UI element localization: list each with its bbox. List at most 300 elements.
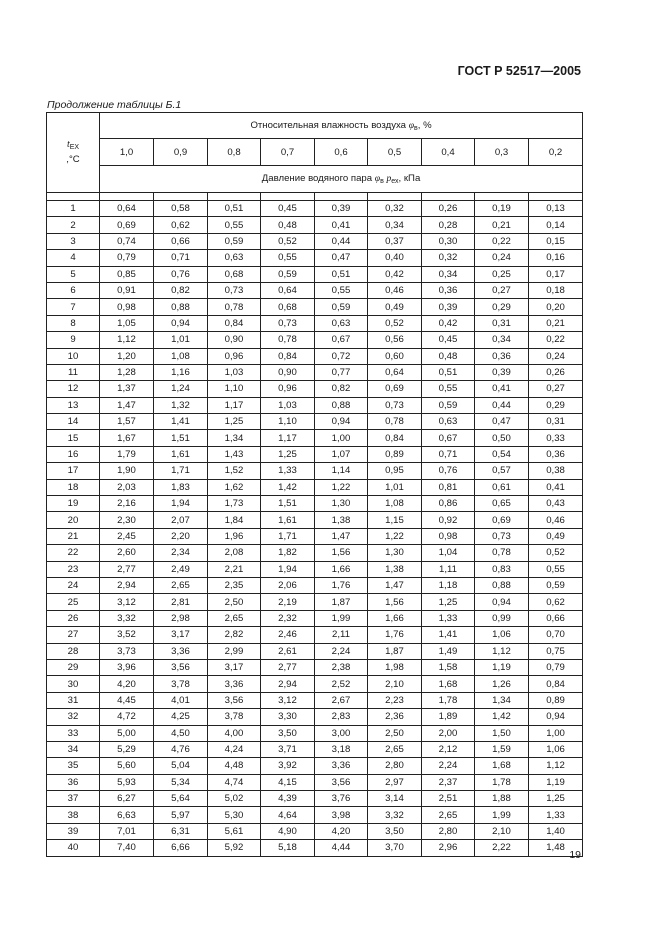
pressure-value-cell: 3,52 (100, 627, 154, 643)
pressure-value-cell: 0,45 (422, 332, 475, 348)
pressure-value-cell: 0,86 (422, 496, 475, 512)
pressure-value-cell: 5,93 (100, 774, 154, 790)
pressure-value-cell: 3,56 (315, 774, 368, 790)
humidity-title: Относительная влажность воздуха (250, 119, 407, 131)
pressure-value-cell: 0,28 (422, 217, 475, 233)
table-row (47, 266, 583, 282)
pressure-value-cell: 1,12 (529, 758, 583, 774)
pressure-value-cell: 1,84 (208, 512, 261, 528)
pressure-value-cell: 0,89 (368, 446, 422, 462)
pressure-value-cell: 5,61 (208, 823, 261, 839)
pressure-value-cell: 6,27 (100, 791, 154, 807)
pressure-value-cell: 0,13 (529, 201, 583, 217)
pressure-value-cell: 0,84 (368, 430, 422, 446)
pressure-value-cell: 0,73 (475, 528, 529, 544)
pressure-value-cell: 1,90 (100, 463, 154, 479)
pressure-value-cell: 3,36 (315, 758, 368, 774)
table-row (47, 233, 583, 249)
pressure-value-cell: 1,24 (154, 381, 208, 397)
pressure-value-cell: 1,43 (208, 446, 261, 462)
pressure-value-cell: 1,38 (368, 561, 422, 577)
pressure-value-cell: 3,50 (368, 823, 422, 839)
humidity-unit: , % (417, 119, 432, 131)
temperature-cell: 1 (47, 201, 100, 217)
pressure-value-cell: 1,10 (261, 414, 315, 430)
temperature-cell: 7 (47, 299, 100, 315)
pressure-value-cell: 5,29 (100, 741, 154, 757)
pressure-value-cell: 0,62 (529, 594, 583, 610)
pressure-value-cell: 0,51 (422, 364, 475, 380)
pressure-value-cell: 0,43 (529, 496, 583, 512)
pressure-value-cell: 1,73 (208, 496, 261, 512)
pressure-value-cell: 0,85 (100, 266, 154, 282)
pressure-value-cell: 1,25 (261, 446, 315, 462)
table-row (47, 364, 583, 380)
pressure-value-cell: 0,70 (529, 627, 583, 643)
pressure-value-cell: 2,36 (368, 709, 422, 725)
pressure-value-cell: 0,78 (208, 299, 261, 315)
temperature-subscript: ЕХ (69, 144, 80, 151)
pressure-value-cell: 0,88 (475, 577, 529, 593)
pressure-value-cell: 3,56 (208, 692, 261, 708)
pressure-value-cell: 1,40 (529, 823, 583, 839)
temperature-cell: 15 (47, 430, 100, 446)
pressure-value-cell: 1,66 (315, 561, 368, 577)
humidity-level-header: 0,3 (475, 139, 529, 166)
pressure-value-cell: 1,22 (368, 528, 422, 544)
pressure-value-cell: 2,12 (422, 741, 475, 757)
pressure-value-cell: 2,81 (154, 594, 208, 610)
temperature-cell: 25 (47, 594, 100, 610)
pressure-value-cell: 4,45 (100, 692, 154, 708)
temperature-cell: 34 (47, 741, 100, 757)
pressure-value-cell: 0,26 (422, 201, 475, 217)
pressure-value-cell: 2,98 (154, 610, 208, 626)
pressure-value-cell: 0,81 (422, 479, 475, 495)
humidity-pressure-table (46, 112, 583, 857)
pressure-value-cell: 3,70 (368, 840, 422, 856)
pressure-value-cell: 1,15 (368, 512, 422, 528)
pressure-value-cell: 4,00 (208, 725, 261, 741)
pressure-value-cell: 0,34 (422, 266, 475, 282)
pressure-value-cell: 3,78 (208, 709, 261, 725)
pressure-value-cell: 0,19 (475, 201, 529, 217)
pressure-value-cell: 1,04 (422, 545, 475, 561)
pressure-value-cell: 3,17 (154, 627, 208, 643)
temperature-cell: 35 (47, 758, 100, 774)
pressure-value-cell: 0,98 (100, 299, 154, 315)
temperature-cell: 3 (47, 233, 100, 249)
pressure-value-cell: 0,16 (529, 250, 583, 266)
table-row (47, 315, 583, 331)
humidity-level-header: 0,5 (368, 139, 422, 166)
pressure-value-cell: 0,77 (315, 364, 368, 380)
pressure-value-cell: 2,38 (315, 659, 368, 675)
pressure-value-cell: 2,65 (422, 807, 475, 823)
pressure-value-cell: 1,01 (154, 332, 208, 348)
pressure-value-cell: 2,49 (154, 561, 208, 577)
temperature-symbol: t (66, 139, 70, 150)
pressure-value-cell: 0,36 (529, 446, 583, 462)
table-row (47, 414, 583, 430)
pressure-value-cell: 2,52 (315, 676, 368, 692)
pressure-value-cell: 1,25 (529, 791, 583, 807)
pressure-value-cell: 0,55 (529, 561, 583, 577)
pressure-value-cell: 2,06 (261, 577, 315, 593)
pressure-subscript-1: в (380, 178, 384, 185)
temperature-cell: 22 (47, 545, 100, 561)
humidity-level-header: 0,8 (208, 139, 261, 166)
pressure-value-cell: 3,14 (368, 791, 422, 807)
temperature-unit: ,°С (66, 154, 80, 165)
pressure-value-cell: 0,94 (529, 709, 583, 725)
pressure-value-cell: 1,38 (315, 512, 368, 528)
pressure-value-cell: 1,41 (154, 414, 208, 430)
pressure-value-cell: 0,41 (315, 217, 368, 233)
pressure-value-cell: 0,63 (315, 315, 368, 331)
page-number: 19 (569, 849, 581, 861)
pressure-value-cell: 0,78 (261, 332, 315, 348)
pressure-value-cell: 0,24 (475, 250, 529, 266)
pressure-value-cell: 0,89 (529, 692, 583, 708)
pressure-value-cell: 1,47 (100, 397, 154, 413)
pressure-value-cell: 0,34 (368, 217, 422, 233)
pressure-value-cell: 5,60 (100, 758, 154, 774)
pressure-value-cell: 0,52 (368, 315, 422, 331)
pressure-value-cell: 2,22 (475, 840, 529, 856)
table-row (47, 250, 583, 266)
temperature-cell: 24 (47, 577, 100, 593)
pressure-value-cell: 1,22 (315, 479, 368, 495)
pressure-value-cell: 5,92 (208, 840, 261, 856)
pressure-value-cell: 1,12 (100, 332, 154, 348)
temperature-cell: 30 (47, 676, 100, 692)
pressure-value-cell: 0,62 (154, 217, 208, 233)
pressure-value-cell: 0,71 (422, 446, 475, 462)
pressure-value-cell: 0,74 (100, 233, 154, 249)
pressure-value-cell: 0,88 (154, 299, 208, 315)
pressure-value-cell: 1,47 (315, 528, 368, 544)
pressure-value-cell: 0,45 (261, 201, 315, 217)
pressure-value-cell: 1,08 (368, 496, 422, 512)
pressure-value-cell: 1,59 (475, 741, 529, 757)
pressure-value-cell: 0,25 (475, 266, 529, 282)
pressure-value-cell: 1,33 (261, 463, 315, 479)
table-row (47, 692, 583, 708)
pressure-value-cell: 4,39 (261, 791, 315, 807)
pressure-value-cell: 0,56 (368, 332, 422, 348)
pressure-value-cell: 0,55 (422, 381, 475, 397)
pressure-value-cell: 3,36 (154, 643, 208, 659)
pressure-value-cell: 1,71 (261, 528, 315, 544)
pressure-value-cell: 4,20 (100, 676, 154, 692)
pressure-value-cell: 1,01 (368, 479, 422, 495)
pressure-value-cell: 3,50 (261, 725, 315, 741)
pressure-value-cell: 0,90 (261, 364, 315, 380)
pressure-value-cell: 1,87 (315, 594, 368, 610)
pressure-value-cell: 2,51 (422, 791, 475, 807)
table-row (47, 774, 583, 790)
pressure-value-cell: 1,25 (422, 594, 475, 610)
temperature-cell: 9 (47, 332, 100, 348)
pressure-value-cell: 3,98 (315, 807, 368, 823)
pressure-value-cell: 2,82 (208, 627, 261, 643)
pressure-value-cell: 0,92 (422, 512, 475, 528)
pressure-value-cell: 0,99 (475, 610, 529, 626)
pressure-value-cell: 2,32 (261, 610, 315, 626)
humidity-subscript: в (414, 124, 418, 132)
temperature-cell: 26 (47, 610, 100, 626)
temperature-cell: 31 (47, 692, 100, 708)
pressure-value-cell: 1,42 (475, 709, 529, 725)
pressure-value-cell: 0,64 (368, 364, 422, 380)
pressure-value-cell: 1,33 (422, 610, 475, 626)
pressure-value-cell: 1,99 (475, 807, 529, 823)
pressure-value-cell: 0,14 (529, 217, 583, 233)
temperature-cell: 18 (47, 479, 100, 495)
pressure-value-cell: 0,49 (529, 528, 583, 544)
pressure-value-cell: 0,39 (475, 364, 529, 380)
pressure-value-cell: 1,71 (154, 463, 208, 479)
pressure-value-cell: 0,79 (100, 250, 154, 266)
pressure-value-cell: 3,92 (261, 758, 315, 774)
temperature-cell: 6 (47, 282, 100, 298)
pressure-value-cell: 0,61 (475, 479, 529, 495)
pressure-value-cell: 2,77 (261, 659, 315, 675)
pressure-value-cell: 0,71 (154, 250, 208, 266)
pressure-value-cell: 3,17 (208, 659, 261, 675)
pressure-value-cell: 0,55 (315, 282, 368, 298)
temperature-cell: 17 (47, 463, 100, 479)
pressure-value-cell: 1,06 (475, 627, 529, 643)
pressure-value-cell: 1,37 (100, 381, 154, 397)
pressure-value-cell: 0,24 (529, 348, 583, 364)
pressure-value-cell: 1,57 (100, 414, 154, 430)
pressure-value-cell: 3,32 (368, 807, 422, 823)
table-row (47, 758, 583, 774)
pressure-value-cell: 0,67 (315, 332, 368, 348)
pressure-value-cell: 1,41 (422, 627, 475, 643)
pressure-value-cell: 2,50 (208, 594, 261, 610)
pressure-value-cell: 0,59 (529, 577, 583, 593)
pressure-value-cell: 0,94 (315, 414, 368, 430)
pressure-value-cell: 4,15 (261, 774, 315, 790)
pressure-value-cell: 5,30 (208, 807, 261, 823)
pressure-value-cell: 0,48 (422, 348, 475, 364)
pressure-value-cell: 0,73 (261, 315, 315, 331)
pressure-value-cell: 1,96 (208, 528, 261, 544)
temperature-cell: 36 (47, 774, 100, 790)
pressure-value-cell: 2,30 (100, 512, 154, 528)
pressure-value-cell: 0,30 (422, 233, 475, 249)
table-caption: Продолжение таблицы Б.1 (47, 99, 182, 111)
pressure-value-cell: 0,96 (261, 381, 315, 397)
pressure-value-cell: 0,22 (529, 332, 583, 348)
pressure-value-cell: 2,20 (154, 528, 208, 544)
pressure-value-cell: 0,44 (315, 233, 368, 249)
temperature-cell: 2 (47, 217, 100, 233)
pressure-value-cell: 0,36 (422, 282, 475, 298)
temperature-cell: 33 (47, 725, 100, 741)
table-row (47, 299, 583, 315)
table-row (47, 709, 583, 725)
pressure-value-cell: 1,56 (368, 594, 422, 610)
pressure-value-cell: 3,96 (100, 659, 154, 675)
pressure-value-cell: 0,58 (154, 201, 208, 217)
pressure-value-cell: 1,03 (208, 364, 261, 380)
pressure-value-cell: 5,64 (154, 791, 208, 807)
pressure-value-cell: 1,82 (261, 545, 315, 561)
pressure-value-cell: 0,88 (315, 397, 368, 413)
pressure-value-cell: 0,55 (208, 217, 261, 233)
table-row (47, 676, 583, 692)
table-row (47, 348, 583, 364)
table-row (47, 201, 583, 217)
pressure-value-cell: 1,83 (154, 479, 208, 495)
pressure-value-cell: 1,05 (100, 315, 154, 331)
pressure-value-cell: 4,44 (315, 840, 368, 856)
pressure-value-cell: 0,66 (529, 610, 583, 626)
pressure-value-cell: 1,48 (529, 840, 583, 856)
pressure-value-cell: 1,78 (422, 692, 475, 708)
humidity-level-header: 0,4 (422, 139, 475, 166)
pressure-value-cell: 4,48 (208, 758, 261, 774)
temperature-column-header (47, 113, 100, 193)
pressure-value-cell: 0,59 (315, 299, 368, 315)
table-row (47, 381, 583, 397)
pressure-value-cell: 7,40 (100, 840, 154, 856)
pressure-value-cell: 1,61 (261, 512, 315, 528)
pressure-value-cell: 1,17 (261, 430, 315, 446)
pressure-value-cell: 2,03 (100, 479, 154, 495)
table-row (47, 823, 583, 839)
pressure-value-cell: 4,64 (261, 807, 315, 823)
table-row (47, 528, 583, 544)
pressure-value-cell: 3,00 (315, 725, 368, 741)
pressure-value-cell: 1,26 (475, 676, 529, 692)
pressure-value-cell: 3,12 (261, 692, 315, 708)
table-row (47, 282, 583, 298)
pressure-value-cell: 2,35 (208, 577, 261, 593)
pressure-value-cell: 1,19 (475, 659, 529, 675)
pressure-value-cell: 0,60 (368, 348, 422, 364)
temperature-cell: 13 (47, 397, 100, 413)
temperature-cell: 16 (47, 446, 100, 462)
table-row (47, 397, 583, 413)
pressure-value-cell: 0,79 (529, 659, 583, 675)
pressure-value-cell: 1,51 (261, 496, 315, 512)
pressure-value-cell: 0,51 (208, 201, 261, 217)
pressure-value-cell: 1,34 (208, 430, 261, 446)
table-row (47, 807, 583, 823)
pressure-value-cell: 3,12 (100, 594, 154, 610)
pressure-value-cell: 1,56 (315, 545, 368, 561)
pressure-value-cell: 0,59 (208, 233, 261, 249)
temperature-cell: 29 (47, 659, 100, 675)
pressure-value-cell: 4,50 (154, 725, 208, 741)
pressure-value-cell: 7,01 (100, 823, 154, 839)
pressure-value-cell: 0,31 (475, 315, 529, 331)
pressure-value-cell: 2,94 (100, 577, 154, 593)
humidity-level-header: 1,0 (100, 139, 154, 166)
pressure-value-cell: 0,34 (475, 332, 529, 348)
temperature-cell: 39 (47, 823, 100, 839)
pressure-value-cell: 1,88 (475, 791, 529, 807)
pressure-value-cell: 1,94 (154, 496, 208, 512)
pressure-value-cell: 2,80 (368, 758, 422, 774)
pressure-value-cell: 1,87 (368, 643, 422, 659)
pressure-value-cell: 0,20 (529, 299, 583, 315)
temperature-cell: 5 (47, 266, 100, 282)
pressure-value-cell: 1,34 (475, 692, 529, 708)
temperature-cell: 14 (47, 414, 100, 430)
pressure-value-cell: 0,73 (208, 282, 261, 298)
pressure-value-cell: 1,89 (422, 709, 475, 725)
pressure-value-cell: 0,39 (422, 299, 475, 315)
table-row (47, 741, 583, 757)
pressure-value-cell: 1,32 (154, 397, 208, 413)
pressure-value-cell: 1,12 (475, 643, 529, 659)
pressure-value-cell: 0,41 (529, 479, 583, 495)
table-row (47, 659, 583, 675)
temperature-cell: 4 (47, 250, 100, 266)
pressure-value-cell: 0,32 (368, 201, 422, 217)
pressure-value-cell: 0,78 (475, 545, 529, 561)
humidity-level-header: 0,2 (529, 139, 583, 166)
pressure-value-cell: 0,32 (422, 250, 475, 266)
pressure-subscript-2: ех (391, 178, 399, 185)
pressure-value-cell: 1,00 (529, 725, 583, 741)
pressure-value-cell: 0,29 (529, 397, 583, 413)
pressure-value-cell: 1,06 (529, 741, 583, 757)
pressure-value-cell: 2,24 (422, 758, 475, 774)
pressure-value-cell: 1,28 (100, 364, 154, 380)
pressure-value-cell: 0,69 (100, 217, 154, 233)
pressure-value-cell: 0,42 (422, 315, 475, 331)
pressure-value-cell: 4,90 (261, 823, 315, 839)
pressure-unit: , кПа (398, 173, 421, 184)
pressure-value-cell: 0,46 (529, 512, 583, 528)
table-row (47, 577, 583, 593)
pressure-value-cell: 1,19 (529, 774, 583, 790)
pressure-value-cell: 4,20 (315, 823, 368, 839)
pressure-value-cell: 2,60 (100, 545, 154, 561)
pressure-value-cell: 1,62 (208, 479, 261, 495)
pressure-value-cell: 4,72 (100, 709, 154, 725)
pressure-value-cell: 0,94 (154, 315, 208, 331)
pressure-value-cell: 2,94 (261, 676, 315, 692)
pressure-value-cell: 0,22 (475, 233, 529, 249)
pressure-value-cell: 1,03 (261, 397, 315, 413)
pressure-value-cell: 0,64 (261, 282, 315, 298)
pressure-value-cell: 4,24 (208, 741, 261, 757)
pressure-value-cell: 4,74 (208, 774, 261, 790)
pressure-value-cell: 2,24 (315, 643, 368, 659)
pressure-value-cell: 2,10 (475, 823, 529, 839)
pressure-value-cell: 1,14 (315, 463, 368, 479)
pressure-header (100, 166, 583, 193)
pressure-value-cell: 2,99 (208, 643, 261, 659)
temperature-cell: 27 (47, 627, 100, 643)
pressure-value-cell: 2,97 (368, 774, 422, 790)
pressure-value-cell: 1,99 (315, 610, 368, 626)
pressure-value-cell: 0,21 (529, 315, 583, 331)
pressure-value-cell: 0,78 (368, 414, 422, 430)
pressure-value-cell: 0,50 (475, 430, 529, 446)
pressure-value-cell: 5,02 (208, 791, 261, 807)
pressure-value-cell: 2,11 (315, 627, 368, 643)
document-code: ГОСТ Р 52517—2005 (457, 64, 581, 78)
